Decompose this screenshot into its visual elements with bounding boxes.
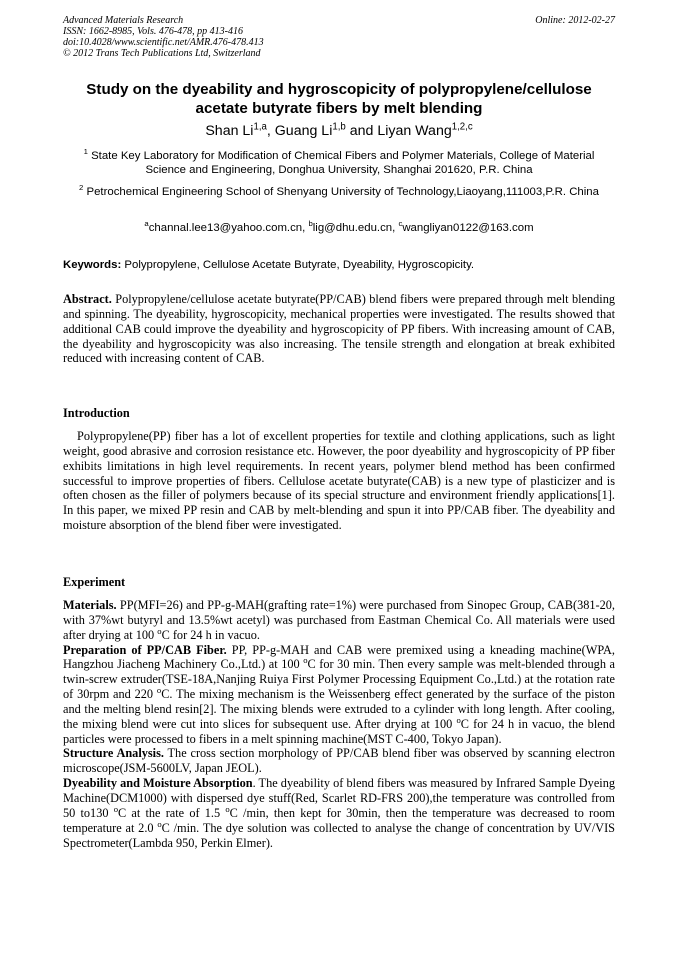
journal-name: Advanced Materials Research: [63, 15, 184, 26]
materials-paragraph: [63, 598, 615, 643]
degree-mark: o: [303, 655, 308, 666]
structure-label: Structure Analysis.: [63, 746, 164, 761]
journal-copyright: © 2012 Trans Tech Publications Ltd, Switzerland: [63, 48, 261, 59]
email-mark: c: [398, 219, 403, 229]
dyeability-label: Dyeability and Moisture Absorption: [63, 776, 253, 791]
affiliation-text: State Key Laboratory for Modification of Chemical Fibers and Polymer Materials, College of Material Science and Engineering, Donghua University, Shanghai 201620, P.R. China: [87, 150, 595, 176]
online-date: Online: 2012-02-27: [535, 15, 615, 26]
email-mark: b: [308, 219, 313, 229]
title-line-1: Study on the dyeability and hygroscopicity of polypropylene/cellulose: [86, 81, 592, 98]
preparation-paragraph: [63, 643, 615, 747]
keywords-label: Keywords:: [63, 259, 122, 271]
author-affiliation-mark: 1,b: [332, 121, 346, 133]
author-list: [63, 122, 615, 140]
preparation-label: Preparation of PP/CAB Fiber.: [63, 642, 227, 657]
affiliation-mark: 2: [79, 183, 84, 193]
author-separator: and: [345, 123, 378, 139]
author-affiliation-mark: 1,2,c: [451, 121, 473, 133]
keywords: [63, 258, 615, 272]
author-emails: [63, 221, 615, 235]
author-name: Liyan Wang: [377, 123, 452, 139]
affiliation-2: [63, 185, 615, 199]
keywords-text: Polypropylene, Cellulose Acetate Butyrate, Dyeability, Hygroscopicity.: [121, 259, 475, 271]
dyeability-text: C at the rate of 1.5: [118, 805, 226, 820]
dyeability-paragraph: [63, 776, 615, 850]
abstract: [63, 292, 615, 366]
affiliation-text: Petrochemical Engineering School of Shenyang University of Technology,Liaoyang,111003,P.R. China: [83, 186, 599, 198]
affiliation-1: [63, 149, 615, 177]
dyeability-text: C /min, then kept for 30min, then the temperature was decreased to room temperature at 2.0: [63, 805, 615, 835]
materials-text: C for 24 h in vacuo.: [161, 627, 260, 642]
dyeability-text: . The dyeability of blend fibers was measured by Infrared Sample Dyeing Machine(DCM1000) with dispersed dye stuff(Red, Scarlet RD-FRS 200),the temperature was controlled from 50 to130: [63, 776, 615, 820]
abstract-text: Polypropylene/cellulose acetate butyrate(PP/CAB) blend fibers were prepared through melt blending and spinning. The dyeability, hygroscopicity, mechanical properties were investigated. The results showed that additional CAB could improve the dyeability and hygroscopicity of PP fibers. With increasing amount of CAB, the dyeability and hygroscopicity was also increasing. The tensile strength and elongation at break exhibited reduced with increasing content of CAB.: [63, 292, 615, 366]
author-separator: ,: [266, 123, 275, 139]
introduction-text: Polypropylene(PP) fiber has a lot of excellent properties for textile and clothing applications, such as light weight, good abrasive and corrosion resistance etc. However, the poor dyeability and hygroscopicity of PP fiber exhibits limitations in high level requirements. In recent years, polymer blend method has been confirmed successful to improve properties of fibers. Cellulose acetate butyrate(CAB) is a new type of plasticizer and is often chosen as the filler of polymers because of its special structure and environment friendly applications[1]. In this paper, we mixed PP resin and CAB by melt-blending and spun it into PP/CAB fiber. The dyeability and moisture absorption of the blend fiber were investigated.: [63, 429, 615, 533]
author-affiliation-mark: 1,a: [253, 121, 267, 133]
degree-mark: o: [157, 625, 162, 636]
preparation-text: C for 30 min. Then every sample was melt-blended through a twin-screw extruder(TSE-18A,Nanjing Ruiya First Polymer Processing Equipment Co.,Ltd.) at the rotation rate of 30rpm and 220: [63, 657, 615, 702]
introduction-heading: Introduction: [63, 406, 130, 420]
journal-doi: doi:10.4028/www.scientific.net/AMR.476-478.413: [63, 37, 264, 48]
author-name: Shan Li: [205, 123, 254, 139]
experiment-body: [63, 598, 615, 850]
email-c: wangliyan0122@163.com: [402, 222, 534, 234]
email-mark: a: [144, 219, 149, 229]
preparation-text: C for 24 h in vacuo, the blend particles were processed to fibers in a melt spinning machine(MST C-400, Tokyo Japan).: [63, 716, 615, 746]
materials-text: PP(MFI=26) and PP-g-MAH(grafting rate=1%) were purchased from Sinopec Group, CAB(381-20, with 37%wt butyryl and 13.5%wt acetyl) was purchased from Eastman Chemical Co. All materials were used after drying at 100: [63, 598, 615, 642]
preparation-text: C. The mixing mechanism is the Weissenberg effect generated by the surface of the piston and the melting blend resin[2]. The mixing blends were extruded to a cylinder with long length. After cooling, the mixing blend were cut into slices for subsequent use. After drying at 100: [63, 687, 615, 731]
structure-text: The cross section morphology of PP/CAB blend fiber was observed by scanning electron microscope(JSM-5600LV, Japan JEOL).: [63, 746, 615, 776]
title-line-2: acetate butyrate fibers by melt blending: [195, 100, 483, 117]
paper-title: [63, 80, 615, 118]
email-a: channal.lee13@yahoo.com.cn,: [148, 222, 309, 234]
materials-label: Materials.: [63, 598, 117, 612]
structure-paragraph: [63, 746, 615, 776]
email-b: lig@dhu.edu.cn,: [312, 222, 399, 234]
author-name: Guang Li: [274, 123, 333, 139]
abstract-label: Abstract.: [63, 292, 112, 306]
degree-mark: o: [225, 803, 230, 814]
affiliation-mark: 1: [83, 147, 88, 157]
journal-issn: ISSN: 1662-8985, Vols. 476-478, pp 413-416: [63, 26, 243, 37]
dyeability-text: C /min. The dye solution was collected to analyse the change of concentration by UV/VIS Spectrometer(Lambda 950, Perkin Elmer).: [63, 820, 615, 850]
degree-mark: o: [113, 803, 119, 814]
experiment-heading: Experiment: [63, 575, 126, 589]
degree-mark: o: [157, 818, 162, 829]
degree-mark: o: [156, 684, 162, 695]
degree-mark: o: [456, 714, 461, 725]
preparation-text: PP, PP-g-MAH and CAB were premixed using a kneading machine(WPA, Hangzhou Jiacheng Machinery Co.,Ltd.) at 100: [63, 642, 615, 672]
journal-header: [63, 15, 264, 59]
